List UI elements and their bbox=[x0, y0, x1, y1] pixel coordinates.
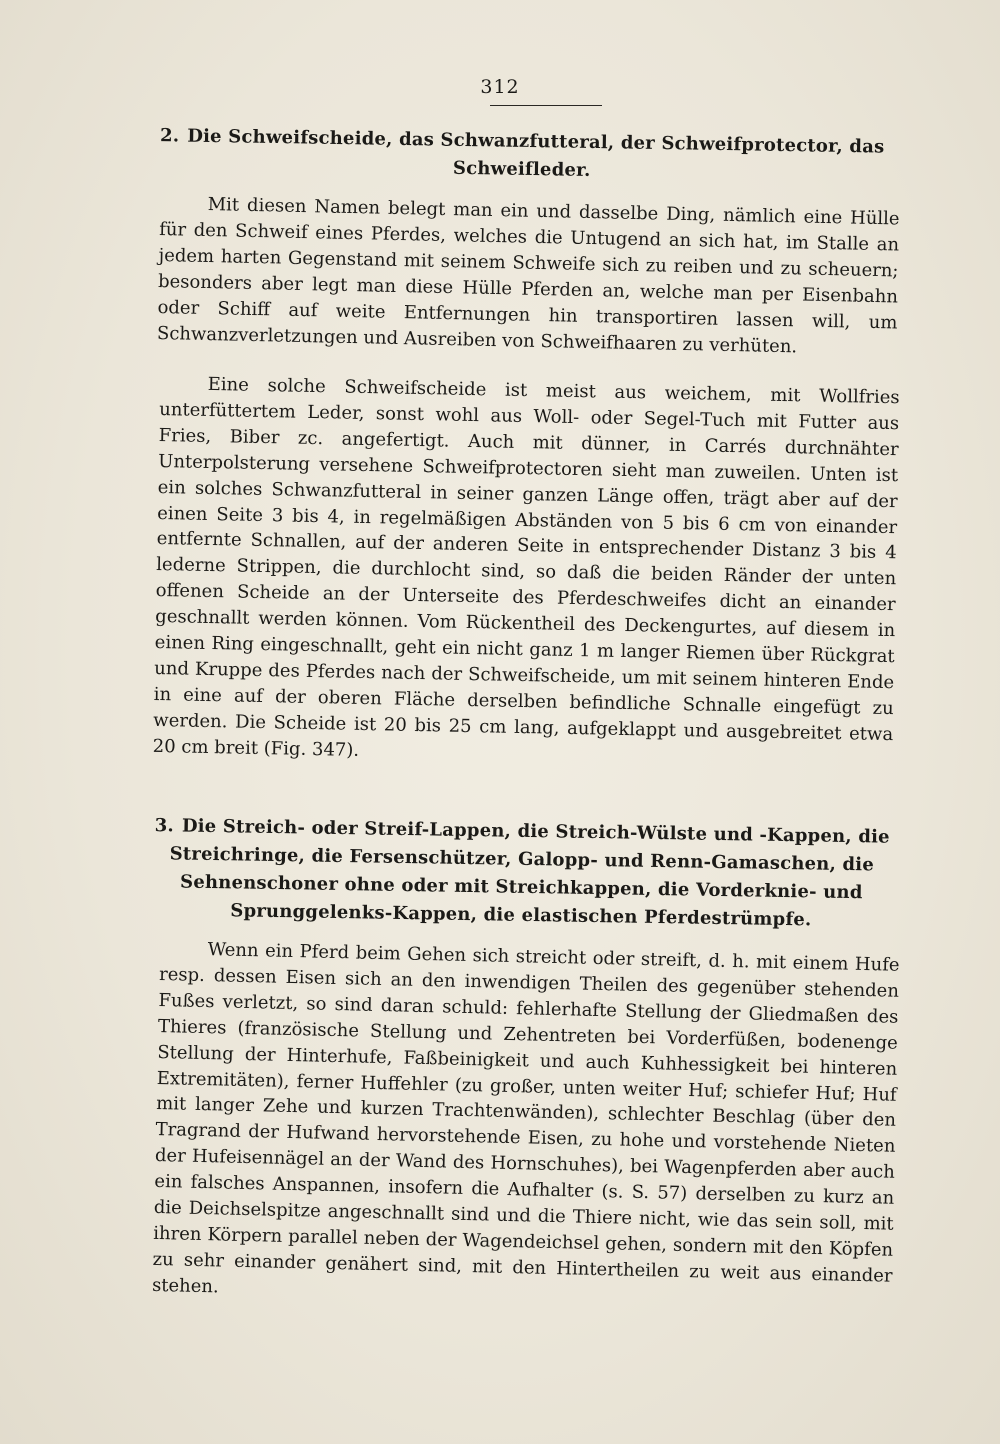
section-3-title: Die Streich- oder Streif-Lappen, die Streich-Wülste und -Kappen, die Streichringe, die Fersenschützer, Galopp- und Renn-Gamaschen, die Sehnenschoner ohne oder mit Streichkappen, die Vorderknie- und Sprunggelenks-Kappen, die elastischen Pferdestrümpfe. bbox=[169, 815, 890, 931]
section-2-number: 2. bbox=[159, 125, 180, 147]
section-3-heading bbox=[148, 812, 895, 936]
header-rule bbox=[490, 105, 602, 106]
section-2-heading bbox=[149, 122, 895, 190]
page-number: 312 bbox=[480, 76, 520, 98]
section-3-number: 3. bbox=[154, 815, 175, 837]
section-2-paragraph-2: Eine solche Schweifscheide ist meist aus weichem, mit Wollfries unterfüttertem Leder, sonst wohl aus Woll- oder Segel-Tuch mit Futter aus Fries, Biber zc. angefertigt. Auch mit dünner, in Carrés durchnähter Unterpolsterung versehene Schweifprotectoren sieht man zuweilen. Unten ist ein solches Schwanzfutteral in seiner ganzen Länge offen, trägt aber auf der einen Seite 3 bis 4, in regelmäßigen Abständen von 5 bis 6 cm von einander entfernte Schnallen, auf der anderen Seite in entsprechender Distanz 3 bis 4 lederne Strippen, die durchlocht sind, so daß die beiden Ränder der unten offenen Scheide an der Unterseite des Pferdeschweifes dicht an einander geschnallt werden können. Vom Rückentheil des Deckengurtes, auf diesem in einen Ring eingeschnallt, geht ein nicht ganz 1 m langer Riemen über Rückgrat und Kruppe des Pferdes nach der Schweifscheide, um mit seinem hinteren Ende in eine auf der oberen Fläche derselben befindliche Schnalle eingefügt zu werden. Die Scheide ist 20 bis 25 cm lang, aufgeklappt und ausgebreitet etwa 20 cm breit (Fig. 347). bbox=[152, 373, 900, 761]
section-2-paragraph-1: Mit diesen Namen belegt man ein und dasselbe Ding, nämlich eine Hülle für den Schweif eines Pferdes, welches die Untugend an sich hat, im Stalle an jedem harten Gegenstand mit seinem Schweife sich zu reiben und zu scheuern; besonders aber legt man diese Hülle Pferden an, welche man per Eisenbahn oder Schiff auf weite Entfernungen hin transportiren lassen will, um Schwanzverletzungen und Ausreiben von Schweifhaaren zu verhüten. bbox=[156, 194, 900, 357]
section-2-title: Die Schweifscheide, das Schwanzfutteral, der Schweifprotector, das Schweifleder. bbox=[187, 125, 885, 181]
section-3-paragraph-1: Wenn ein Pferd beim Gehen sich streicht oder streift, d. h. mit einem Hufe resp. dessen Eisen sich an den inwendigen Theilen des gegenüber stehenden Fußes verletzt, so sind daran schuld: fehlerhafte Stellung der Gliedmaßen des Thieres (französische Stellung und Zehentreten bei Vorderfüßen, bodenenge Stellung der Hinterhufe, Faßbeinigkeit und auch Kuhhessigkeit bei hinteren Extremitäten), ferner Huffehler (zu großer, unten weiter Huf; schiefer Huf; Huf mit langer Zehe und kurzen Trachtenwänden), schlechter Beschlag (über den Tragrand der Hufwand hervorstehende Eisen, zu hohe und vorstehende Nieten der Hufeisennägel an der Wand des Hornschuhes), bei Wagenpferden aber auch ein falsches Anspannen, insofern die Aufhalter (s. S. 57) derselben zu kurz an die Deichselspitze angeschnallt sind und die Thiere nicht, wie das sein soll, mit ihren Körpern parallel neben der Wagendeichsel gehen, sondern mit den Köpfen zu sehr einander genähert sind, mit den Hintertheilen zu weit aus einander stehen. bbox=[151, 939, 900, 1298]
